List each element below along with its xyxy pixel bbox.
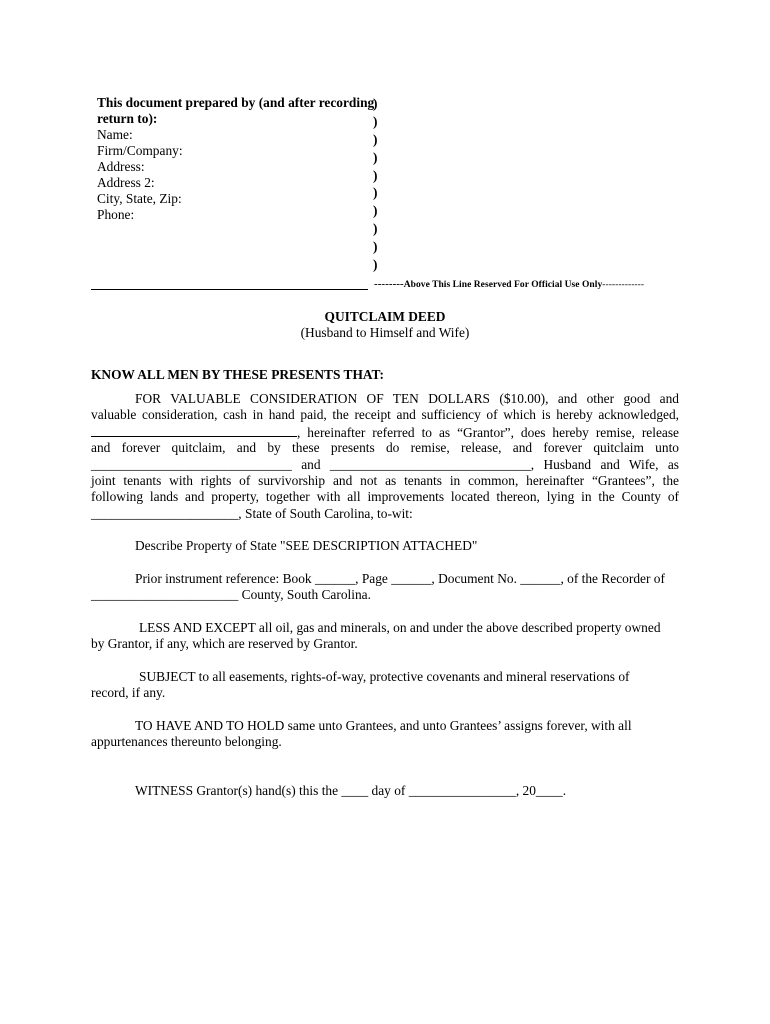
document-title: QUITCLAIM DEED — [324, 309, 446, 324]
consideration-line: ______________________, State of South Carolina, to-wit: — [91, 505, 413, 521]
paren: ) — [373, 221, 378, 237]
official-use-tail: ------------- — [602, 280, 645, 290]
habendum-line1: TO HAVE AND TO HOLD same unto Grantees, and unto Grantees’ assigns forever, with all — [135, 718, 632, 733]
official-use-notice — [374, 276, 644, 294]
field-city-state-zip-label: City, State, Zip: — [97, 191, 182, 206]
consideration-line: ______________________________ and ______________________________, Husband and Wife, as — [91, 456, 679, 472]
consideration-line: following lands and property, together with all improvements located thereon, lying in the County of — [91, 489, 679, 505]
prepared-by-heading-line1: This document prepared by (and after recording — [97, 95, 375, 110]
paren: ) — [373, 167, 378, 183]
grantor-clause-text: , hereinafter referred to as “Grantor”, does hereby remise, release — [297, 424, 679, 440]
field-firm-label: Firm/Company: — [97, 143, 183, 158]
paren: ) — [373, 113, 378, 129]
consideration-line: valuable consideration, cash in hand paid, the receipt and sufficiency of which is hereby acknowledged, — [91, 407, 679, 423]
field-address-label: Address: — [97, 159, 145, 174]
consideration-paragraph — [91, 391, 679, 522]
prepared-by-block — [97, 95, 375, 223]
paren: ) — [373, 185, 378, 201]
know-all-heading: KNOW ALL MEN BY THESE PRESENTS THAT: — [91, 367, 384, 382]
paren: ) — [373, 149, 378, 165]
field-phone-label: Phone: — [97, 207, 135, 222]
prepared-by-heading-line2: return to): — [97, 111, 158, 126]
document-subtitle: (Husband to Himself and Wife) — [300, 325, 470, 340]
subject-line2: record, if any. — [91, 685, 166, 700]
consideration-line — [91, 424, 679, 440]
consideration-line: and forever quitclaim, and by these presents do remise, release, and forever quitclaim unto — [91, 440, 679, 456]
paren: ) — [373, 239, 378, 255]
official-use-text: Above This Line Reserved For Official Use Only — [403, 280, 603, 290]
prior-instrument-line2: ______________________ County, South Carolina. — [91, 587, 371, 602]
paren-column — [373, 95, 383, 274]
consideration-line: FOR VALUABLE CONSIDERATION OF TEN DOLLARS ($10.00), and other good and — [135, 391, 679, 406]
field-address2-label: Address 2: — [97, 175, 155, 190]
paren: ) — [373, 131, 378, 147]
consideration-line: joint tenants with rights of survivorship and not as tenants in common, hereinafter “Grantees”, the — [91, 472, 679, 488]
habendum-line2: appurtenances thereunto belonging. — [91, 734, 282, 749]
recording-divider-line — [91, 289, 368, 290]
subject-line1: SUBJECT to all easements, rights-of-way, protective covenants and mineral reservations of — [139, 669, 630, 684]
less-except-line1: LESS AND EXCEPT all oil, gas and minerals, on and under the above described property owned — [139, 620, 661, 635]
witness-line: WITNESS Grantor(s) hand(s) this the ____ day of ________________, 20____. — [135, 783, 567, 798]
less-except-line2: by Grantor, if any, which are reserved by Grantor. — [91, 636, 358, 651]
grantor-name-blank[interactable] — [91, 424, 297, 437]
paren: ) — [373, 96, 378, 111]
paren: ) — [373, 257, 378, 273]
field-name-label: Name: — [97, 127, 133, 142]
prior-instrument-line1: Prior instrument reference: Book ______, Page ______, Document No. ______, of the Recorder of — [135, 571, 665, 586]
paren: ) — [373, 203, 378, 219]
official-use-dashes: -------- — [374, 278, 404, 290]
property-description-line: Describe Property of State "SEE DESCRIPTION ATTACHED" — [135, 538, 478, 553]
